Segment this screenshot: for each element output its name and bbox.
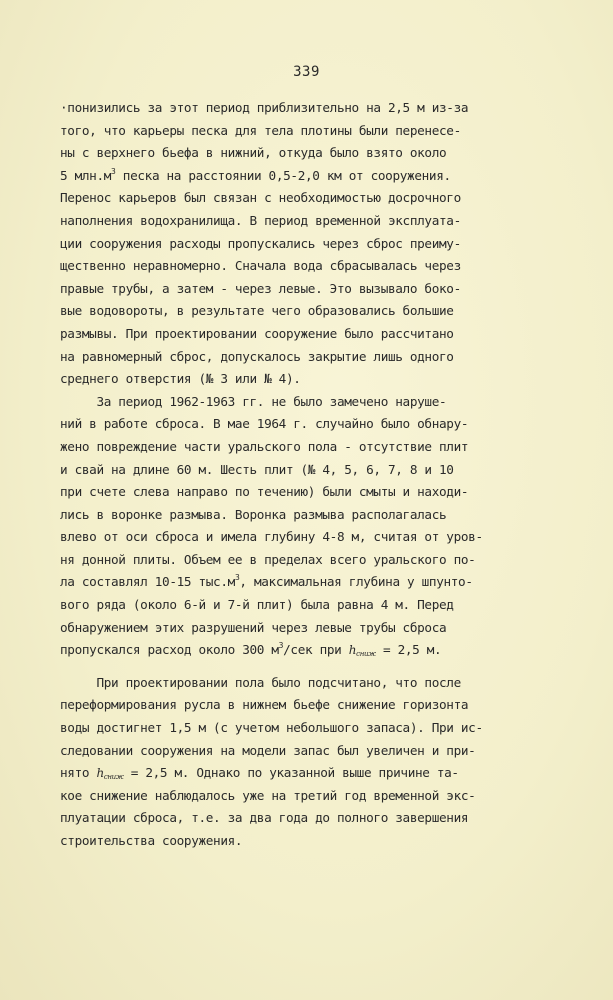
page-number: 339 <box>293 64 320 80</box>
text-line: ний в работе сброса. В мае 1964 г. случайно было обнару- <box>60 416 469 432</box>
text-line: и свай на длине 60 м. Шесть плит (№ 4, 5, 6, 7, 8 и 10 <box>60 461 454 477</box>
text-line: За период 1962-1963 гг. не было замечено наруше- <box>60 393 447 409</box>
text-line: жено повреждение части уральского пола - отсутствие плит <box>60 438 469 454</box>
text-segment: ла составлял 10-15 тыс.м <box>60 574 235 590</box>
text-segment: = 2,5 м. <box>375 642 442 658</box>
text-line <box>60 571 560 594</box>
text-line: переформирования русла в нижнем бьефе снижение горизонта <box>60 697 469 713</box>
text-segment: , максимальная глубина у шпунто- <box>239 574 473 590</box>
paragraph-2 <box>60 391 560 662</box>
formula-symbol: h <box>96 766 104 781</box>
text-segment: 5 млн.м <box>60 167 112 183</box>
document-body <box>60 97 560 853</box>
formula-subscript: сниж <box>356 650 376 659</box>
text-line: размывы. При проектировании сооружение было рассчитано <box>60 325 454 341</box>
text-line: влево от оси сброса и имела глубину 4-8 м, считая от уров- <box>60 529 483 545</box>
text-line: при счете слева направо по течению) были смыты и находи- <box>60 484 469 500</box>
text-segment: пропускался расход около 300 м <box>60 642 279 658</box>
text-line: лись в воронке размыва. Воронка размыва располагалась <box>60 506 447 522</box>
formula-subscript: сниж <box>103 773 124 782</box>
text-line: того, что карьеры песка для тела плотины были перенесе- <box>60 122 461 138</box>
text-line: кое снижение наблюдалось уже на третий год временной экс- <box>60 787 476 803</box>
text-line: воды достигнет 1,5 м (с учетом небольшого запаса). При ис- <box>60 720 483 736</box>
paragraph-1 <box>60 97 560 391</box>
text-line: правые трубы, а затем - через левые. Это вызывало боко- <box>60 280 461 296</box>
formula-h-snizh <box>349 643 376 657</box>
text-line: среднего отверстия (№ 3 или № 4). <box>60 371 301 387</box>
text-line: ·понизились за этот период приблизительно на 2,5 м из-за <box>60 100 469 115</box>
text-segment: = 2,5 м. Однако по указанной выше причине та- <box>123 765 459 781</box>
text-line: вые водовороты, в результате чего образовались большие <box>60 303 454 319</box>
text-line: ции сооружения расходы пропускались через сброс преиму- <box>60 235 461 251</box>
text-segment: песка на расстоянии 0,5-2,0 км от сооружения. <box>115 167 451 183</box>
superscript: 3 <box>278 641 284 651</box>
text-line: Перенос карьеров был связан с необходимостью досрочного <box>60 190 461 206</box>
text-line: следовании сооружения на модели запас был увеличен и при- <box>60 742 476 758</box>
text-line: наполнения водохранилища. В период временной эксплуата- <box>60 212 461 228</box>
text-line: щественно неравномерно. Сначала вода сбрасывалась через <box>60 258 461 274</box>
text-line: ны с верхнего бьефа в нижний, откуда было взято около <box>60 145 447 161</box>
formula-h-snizh <box>96 766 123 780</box>
text-line: строительства сооружения. <box>60 833 243 848</box>
superscript: 3 <box>234 573 240 583</box>
text-line: ня донной плиты. Объем ее в пределах всего уральского по- <box>60 551 476 567</box>
text-line: При проектировании пола было подсчитано, что после <box>60 674 461 690</box>
text-line: вого ряда (около 6-й и 7-й плит) была равна 4 м. Перед <box>60 597 454 613</box>
text-line <box>60 639 560 662</box>
text-line: плуатации сброса, т.е. за два года до полного завершения <box>60 810 469 826</box>
formula-symbol: h <box>348 643 357 658</box>
text-line <box>60 165 560 188</box>
superscript: 3 <box>111 166 116 176</box>
text-segment: нято <box>60 765 97 781</box>
text-segment: /сек при <box>283 642 349 658</box>
text-line: обнаружением этих разрушений через левые трубы сброса <box>60 619 447 635</box>
paragraph-3 <box>60 672 560 853</box>
text-line: на равномерный сброс, допускалось закрытие лишь одного <box>60 348 454 364</box>
text-line <box>60 762 560 785</box>
